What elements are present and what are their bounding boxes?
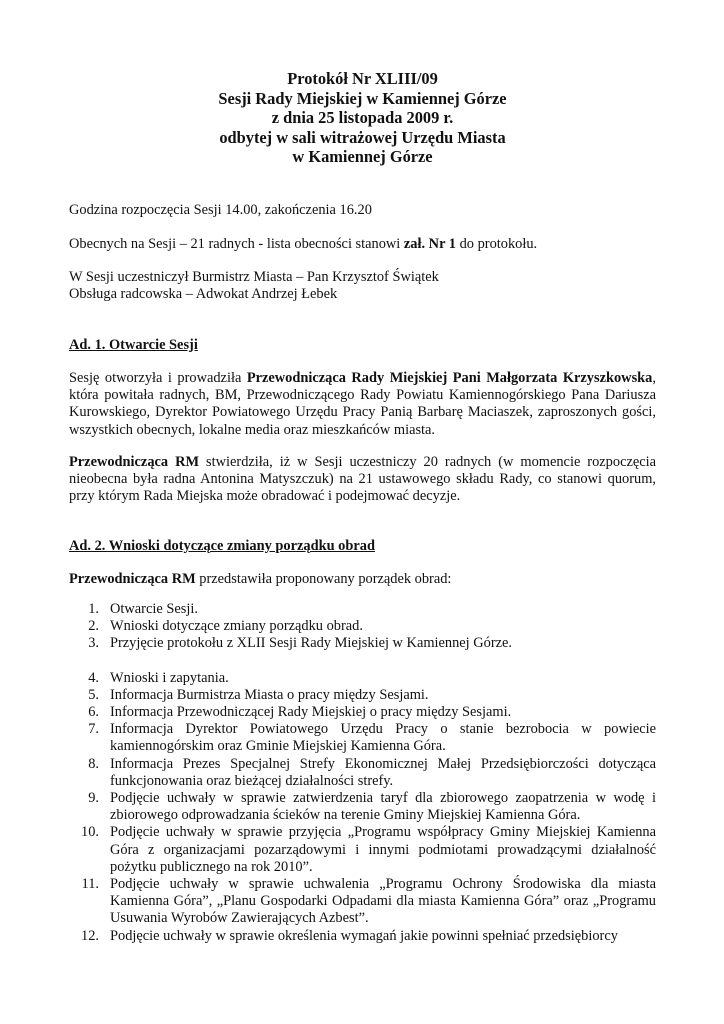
paragraph-text: przedstawiła proponowany porządek obrad: bbox=[195, 571, 452, 587]
agenda-item-number: 4. bbox=[88, 669, 99, 686]
agenda-item-text: Wnioski i zapytania. bbox=[110, 669, 229, 686]
agenda-item-text: Informacja Przewodniczącej Rady Miejskiej o pracy między Sesjami. bbox=[110, 704, 512, 721]
agenda-item-number: 10. bbox=[81, 824, 99, 841]
agenda-item-text: Otwarcie Sesji. bbox=[110, 601, 198, 617]
agenda-item-text: Przyjęcie protokołu z XLII Sesji Rady Miejskiej w Kamiennej Górze. bbox=[110, 635, 513, 652]
section-1-paragraph-1 bbox=[69, 370, 656, 439]
title-line: Sesji Rady Miejskiej w Kamiennej Górze bbox=[218, 88, 507, 108]
agenda-item-number: 1. bbox=[88, 601, 99, 617]
agenda-item bbox=[69, 756, 656, 790]
paragraph-text: Sesję otworzyła i prowadziła bbox=[69, 370, 247, 386]
agenda-item bbox=[69, 601, 656, 618]
agenda-item-number: 7. bbox=[88, 721, 99, 738]
participants-paragraph bbox=[69, 269, 656, 303]
agenda-item bbox=[69, 704, 656, 721]
agenda-item-text: Podjęcie uchwały w sprawie określenia wymagań jakie powinni spełniać przedsiębiorcy bbox=[110, 927, 618, 944]
agenda-item bbox=[69, 824, 656, 876]
agenda-item-number: 8. bbox=[88, 755, 99, 772]
agenda-item-text: Informacja Dyrektor Powiatowego Urzędu Pracy o stanie bezrobocia w powiecie kamiennogórskim oraz Gminie Miejskiej Kamienna Góra. bbox=[110, 721, 656, 755]
attendance-paragraph bbox=[69, 236, 656, 253]
agenda-item-text: Informacja Prezes Specjalnej Strefy Ekonomicznej Małej Przedsiębiorczości dotycząca funkcjonowania oraz bieżącej działalności strefy. bbox=[110, 755, 656, 789]
title-line: z dnia 25 listopada 2009 r. bbox=[271, 108, 454, 128]
paragraph-text: , która powitała radnych, BM, Przewodniczącego Rady Powiatu Kamiennogórskiego Pana Dariusza Kurowskiego, Dyrektor Powiatowego Urzędu Pracy Panią Barbarę Maciaszek, zaproszonych gości, wszystkich obecnych, lokalne media oraz mieszkańców miasta. bbox=[69, 370, 656, 438]
chairwoman-name: Przewodnicząca Rady Miejskiej Pani Małgorzata Krzyszkowska bbox=[246, 370, 653, 386]
attendance-text: Obecnych na Sesji – 21 radnych - lista obecności stanowi bbox=[69, 236, 404, 252]
agenda-item-text: Podjęcie uchwały w sprawie zatwierdzenia taryf dla zbiorowego zaopatrzenia w wodę i zbiorowego odprowadzania ścieków na terenie Gminy Miejskiej Kamienna Góra. bbox=[110, 790, 656, 824]
agenda-item-number: 9. bbox=[88, 790, 99, 807]
agenda-item-number: 5. bbox=[88, 686, 99, 703]
attendance-text-end: do protokołu. bbox=[456, 236, 538, 252]
agenda-item-number: 6. bbox=[88, 704, 99, 721]
agenda-item bbox=[69, 721, 656, 755]
agenda-item-number: 3. bbox=[88, 635, 99, 652]
session-hours: Godzina rozpoczęcia Sesji 14.00, zakończenia 16.20 bbox=[69, 202, 372, 218]
agenda-item bbox=[69, 876, 656, 928]
section-1-paragraph-2 bbox=[69, 454, 656, 506]
agenda-item-text: Podjęcie uchwały w sprawie uchwalenia „Programu Ochrony Środowiska dla miasta Kamienna Góra”, „Planu Gospodarki Odpadami dla miasta Kamienna Góra” oraz „Programu Usuwania Wyrobów Zawierających Azbest”. bbox=[110, 876, 656, 927]
agenda-item-text: Informacja Burmistrza Miasta o pracy między Sesjami. bbox=[110, 686, 429, 703]
agenda-item-number: 12. bbox=[81, 927, 99, 944]
agenda-item bbox=[69, 687, 656, 704]
paragraph-text: stwierdziła, iż w Sesji uczestniczy 20 radnych (w momencie rozpoczęcia nieobecna była radna Antonina Matyszczuk) na 21 ustawowego składu Rady, co stanowi quorum, przy którym Rada Miejska może obradować i podejmować decyzje. bbox=[69, 454, 657, 505]
agenda-item bbox=[69, 790, 656, 824]
agenda-item bbox=[69, 670, 656, 687]
legal-service-line: Obsługa radcowska – Adwokat Andrzej Łebek bbox=[69, 286, 338, 303]
agenda-item bbox=[69, 928, 656, 945]
agenda-intro bbox=[69, 571, 656, 588]
section-2-heading: Ad. 2. Wnioski dotyczące zmiany porządku obrad bbox=[69, 538, 375, 554]
chairwoman-label: Przewodnicząca RM bbox=[69, 454, 200, 470]
document-title bbox=[69, 69, 656, 167]
attachment-reference: zał. Nr 1 bbox=[403, 236, 456, 252]
agenda-item-number: 2. bbox=[88, 618, 99, 635]
section-1-heading: Ad. 1. Otwarcie Sesji bbox=[69, 337, 198, 353]
agenda-item-number: 11. bbox=[81, 876, 99, 893]
chairwoman-label: Przewodnicząca RM bbox=[69, 571, 196, 587]
title-line: w Kamiennej Górze bbox=[292, 147, 433, 167]
title-line: Protokół Nr XLIII/09 bbox=[287, 69, 438, 88]
agenda-list bbox=[69, 601, 656, 945]
agenda-item bbox=[69, 635, 656, 652]
agenda-item bbox=[69, 618, 656, 635]
mayor-line: W Sesji uczestniczył Burmistrz Miasta – Pan Krzysztof Świątek bbox=[69, 269, 439, 285]
title-line: odbytej w sali witrażowej Urzędu Miasta bbox=[219, 127, 506, 147]
agenda-item-text: Podjęcie uchwały w sprawie przyjęcia „Programu współpracy Gminy Miejskiej Kamienna Góra z organizacjami pozarządowymi i innymi podmiotami prowadzącymi działalność pożytku publicznego na rok 2010”. bbox=[110, 824, 656, 875]
agenda-item-text: Wnioski dotyczące zmiany porządku obrad. bbox=[110, 618, 363, 635]
